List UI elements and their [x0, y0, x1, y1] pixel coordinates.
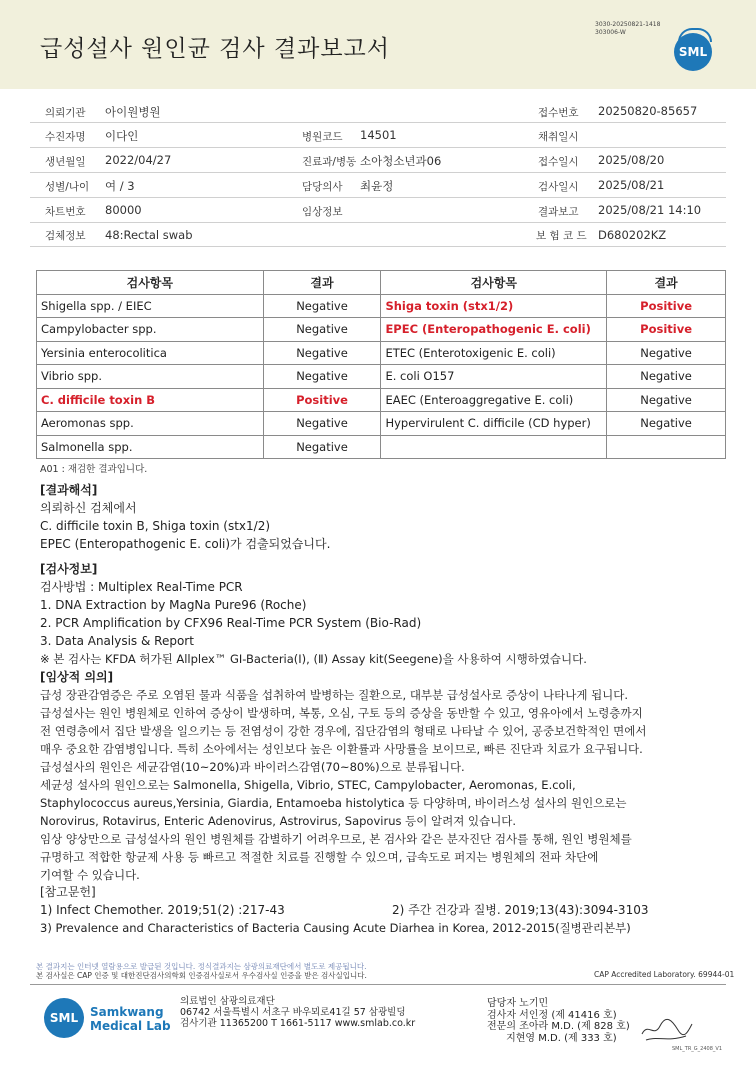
test-result: Negative: [263, 412, 381, 436]
collection-date-label: 채취일시: [538, 131, 579, 143]
test-info-line: 검사방법 : Multiplex Real-Time PCR: [40, 580, 243, 594]
test-info-line: ※ 본 검사는 KFDA 허가된 Allplex™ GI-Bacteria(Ⅰ), (Ⅱ) Assay kit(Seegene)을 사용하여 시행하였습니다.: [40, 652, 587, 666]
specimen-value: 48:Rectal swab: [105, 228, 193, 242]
staff-line: 담당자 노기민: [487, 998, 549, 1009]
staff-line: 전문의 조아라 M.D. (제 828 호): [487, 1021, 630, 1032]
test-info-line: 3. Data Analysis & Report: [40, 634, 194, 648]
interpretation-line: 의뢰하신 검체에서: [40, 501, 137, 515]
sex-age-label: 성별/나이: [45, 181, 90, 193]
test-info-section: [40, 560, 587, 668]
test-item: E. coli O157: [381, 365, 607, 389]
insurance-code-label: 보 험 코 드: [536, 230, 587, 242]
clinical-line: Norovirus, Rotavirus, Enteric Adenovirus, Astrovirus, Sapovirus 등이 알려져 있습니다.: [40, 814, 517, 828]
department-value: 소아청소년과06: [360, 154, 442, 168]
interpretation-line: C. difficile toxin B, Shiga toxin (stx1/2): [40, 519, 271, 533]
divider: [30, 197, 726, 198]
hospital-code-value: 14501: [360, 128, 397, 142]
divider: [30, 172, 726, 173]
clinical-line: 급성설사의 원인은 세균감염(10~20%)과 바이러스감염(70~80%)으로 분류됩니다.: [40, 760, 465, 774]
test-result: Positive: [607, 318, 726, 342]
report-date-value: 2025/08/21 14:10: [598, 203, 702, 217]
table-row: [37, 365, 726, 389]
brand-line: Medical Lab: [90, 1019, 171, 1033]
clinical-line: 세균성 설사의 원인으로는 Salmonella, Shigella, Vibrio, STEC, Campylobacter, Aeromonas, E.coli,: [40, 778, 576, 792]
section-heading: [검사정보]: [40, 562, 98, 576]
reference-item: 3) Prevalence and Characteristics of Bacteria Causing Acute Diarhea in Korea, 2012-2015(질병관리본부): [40, 921, 631, 935]
footer-disclaimer: 본 결과지는 인터넷 열람용으로 발급된 것입니다. 정식결과지는 삼광의료재단에서 별도로 제공됩니다.: [36, 962, 367, 971]
table-row: [37, 435, 726, 459]
section-heading: [임상적 의의]: [40, 670, 114, 684]
clinical-line: 급성 장관감염증은 주로 오염된 물과 식품을 섭취하여 발병하는 질환으로, 대부분 급성설사로 증상이 나타나게 됩니다.: [40, 688, 629, 702]
test-item: Yersinia enterocolitica: [37, 341, 264, 365]
address-line: 의료법인 삼광의료재단: [180, 996, 275, 1007]
clinical-line: 매우 중요한 감염병입니다. 특히 소아에서는 성인보다 높은 이환률과 사망률을 보이므로, 빠른 진단과 치료가 요구됩니다.: [40, 742, 643, 756]
report-header: [0, 0, 756, 89]
test-result: Negative: [263, 341, 381, 365]
hospital-code-label: 병원코드: [302, 131, 343, 143]
table-row: [37, 412, 726, 436]
page-title: 급성설사 원인균 검사 결과보고서: [40, 36, 390, 62]
clinical-info-label: 임상정보: [302, 206, 343, 218]
address-line: 06742 서울특별시 서초구 바우뫼로41길 57 삼광빌딩: [180, 1007, 406, 1018]
address-line: 검사기관 11365200 T 1661-5117 www.smlab.co.kr: [180, 1018, 416, 1029]
footer-disclaimer: 본 검사실은 CAP 인증 및 대한진단검사의학회 인증검사실로서 우수검사실 인증을 받은 검사실입니다.: [36, 971, 367, 980]
test-result: Negative: [607, 388, 726, 412]
test-result: Negative: [263, 365, 381, 389]
divider: [30, 122, 726, 123]
institution-label: 의뢰기관: [45, 107, 86, 119]
test-item: ETEC (Enterotoxigenic E. coli): [381, 341, 607, 365]
divider: [30, 147, 726, 148]
results-table: [36, 270, 726, 459]
test-result: [607, 435, 726, 459]
chart-no-label: 차트번호: [45, 206, 86, 218]
column-header: 검사항목: [381, 271, 607, 295]
test-result: Negative: [263, 294, 381, 318]
chart-no-value: 80000: [105, 203, 142, 217]
test-info-line: 2. PCR Amplification by CFX96 Real-Time PCR System (Bio-Rad): [40, 616, 422, 630]
insurance-code-value: D680202KZ: [598, 228, 667, 242]
test-item: Campylobacter spp.: [37, 318, 264, 342]
table-header-row: [37, 271, 726, 295]
section-heading: [참고문헌]: [40, 885, 96, 899]
divider: [30, 222, 726, 223]
test-result: Negative: [263, 318, 381, 342]
test-item: Hypervirulent C. difficile (CD hyper): [381, 412, 607, 436]
document-code-line-2: 303006-W: [595, 29, 626, 36]
test-item: EPEC (Enteropathogenic E. coli): [381, 318, 607, 342]
footer-brand: [90, 1005, 171, 1033]
test-result: Negative: [607, 365, 726, 389]
table-row: [37, 318, 726, 342]
dob-value: 2022/04/27: [105, 153, 172, 167]
test-info-line: 1. DNA Extraction by MagNa Pure96 (Roche): [40, 598, 307, 612]
test-item: Shigella spp. / EIEC: [37, 294, 264, 318]
clinical-line: Staphylococcus aureus,Yersinia, Giardia, Entamoeba histolytica 등 다양하며, 바이러스성 설사의 원인으로는: [40, 796, 627, 810]
clinical-line: 전 연령층에서 집단 발생을 일으키는 등 전염성이 강한 경우에, 집단감염의 형태로 나타날 수 있어, 공중보건학적인 면에서: [40, 724, 647, 738]
signature-icon: [638, 1014, 694, 1044]
patient-label: 수진자명: [45, 131, 86, 143]
specimen-label: 검체정보: [45, 230, 86, 242]
dob-label: 생년월일: [45, 156, 86, 168]
footer-sml-logo: SML: [44, 998, 84, 1038]
test-item: Salmonella spp.: [37, 435, 264, 459]
test-result: Positive: [607, 294, 726, 318]
sex-age-value: 여 / 3: [105, 179, 135, 193]
test-date-label: 검사일시: [538, 181, 579, 193]
department-label: 진료과/병동: [302, 156, 357, 168]
test-item: Aeromonas spp.: [37, 412, 264, 436]
test-item: Shiga toxin (stx1/2): [381, 294, 607, 318]
test-item: C. difficile toxin B: [37, 388, 264, 412]
clinical-line: 기여할 수 있습니다.: [40, 868, 140, 882]
test-item: [381, 435, 607, 459]
receipt-no-value: 20250820-85657: [598, 104, 698, 118]
table-row: [37, 388, 726, 412]
form-code: SML_TR_G_2408_V1: [672, 1046, 723, 1052]
test-result: Positive: [263, 388, 381, 412]
retest-note: A01 : 재검한 결과입니다.: [40, 464, 148, 475]
test-result: Negative: [607, 341, 726, 365]
table-row: [37, 341, 726, 365]
patient-value: 이다인: [105, 129, 139, 143]
reference-item: 1) Infect Chemother. 2019;51(2) :217-43: [40, 903, 285, 917]
column-header: 결과: [263, 271, 381, 295]
brand-line: Samkwang: [90, 1005, 164, 1019]
test-item: Vibrio spp.: [37, 365, 264, 389]
test-result: Negative: [263, 435, 381, 459]
doctor-label: 담당의사: [302, 181, 343, 193]
table-row: [37, 294, 726, 318]
footer-divider: [30, 984, 726, 985]
clinical-line: 급성설사는 원인 병원체로 인하여 증상이 발생하며, 복통, 오심, 구토 등의 증상을 동반할 수 있고, 영유아에서 노령층까지: [40, 706, 643, 720]
column-header: 검사항목: [37, 271, 264, 295]
document-code-line-1: 3030-20250821-1418: [595, 21, 661, 28]
reference-item: 2) 주간 건강과 질병. 2019;13(43):3094-3103: [392, 903, 649, 917]
section-heading: [결과해석]: [40, 483, 98, 497]
clinical-significance-section: [40, 668, 646, 884]
test-date-value: 2025/08/21: [598, 178, 665, 192]
receipt-date-label: 접수일시: [538, 156, 579, 168]
institution-value: 아이원병원: [105, 105, 161, 119]
clinical-line: 규명하고 적합한 항균제 사용 등 빠르고 적절한 치료를 진행할 수 있으며, 급속도로 퍼지는 병원체의 전파 차단에: [40, 850, 599, 864]
receipt-date-value: 2025/08/20: [598, 153, 665, 167]
column-header: 결과: [607, 271, 726, 295]
staff-line: 지현영 M.D. (제 333 호): [487, 1032, 617, 1044]
test-item: EAEC (Enteroaggregative E. coli): [381, 388, 607, 412]
footer-staff: [487, 998, 630, 1044]
doctor-value: 최윤정: [360, 179, 394, 193]
references-row: [40, 901, 649, 919]
report-date-label: 결과보고: [538, 206, 579, 218]
clinical-line: 임상 양상만으로 급성설사의 원인 병원체를 감별하기 어려우므로, 본 검사와 같은 분자진단 검사를 통해, 원인 병원체를: [40, 832, 632, 846]
cap-accreditation: CAP Accredited Laboratory. 69944-01: [594, 970, 735, 979]
interpretation-line: EPEC (Enteropathogenic E. coli)가 검출되었습니다.: [40, 537, 331, 551]
document-code: [595, 21, 660, 37]
divider: [30, 246, 726, 247]
staff-line: 검사자 서인정 (제 41416 호): [487, 1009, 617, 1021]
interpretation-section: [40, 481, 330, 553]
sml-logo: SML: [674, 33, 712, 71]
references-section: [40, 883, 649, 937]
receipt-no-label: 접수번호: [538, 107, 579, 119]
footer-address: [180, 996, 415, 1029]
test-result: Negative: [607, 412, 726, 436]
